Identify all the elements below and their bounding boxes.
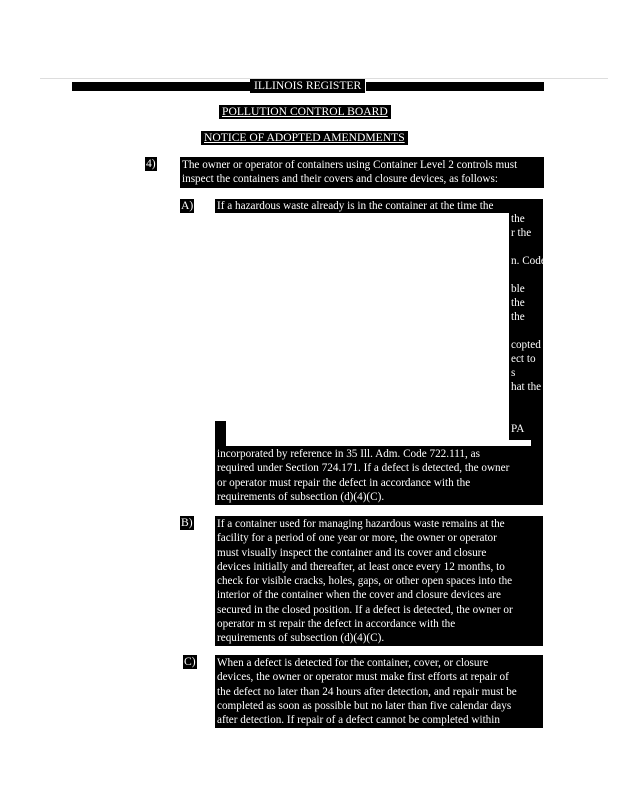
fragment xyxy=(509,226,543,240)
item-c-line: When a defect is detected for the container, cover, or closure xyxy=(217,657,489,669)
fragment-text: the xyxy=(511,297,525,309)
item-b-line: devices initially and thereafter, at least once every 12 months, to xyxy=(217,560,505,573)
scan-noise xyxy=(432,440,434,441)
item-b-line: must visually inspect the container and its cover and closure xyxy=(217,546,487,559)
redaction-area xyxy=(226,213,509,449)
fragment xyxy=(509,296,543,310)
item-c-line: completed as soon as possible but no later than five calendar days xyxy=(217,699,512,712)
fragment-text: PA xyxy=(511,423,525,435)
item-a-line: incorporated by reference in 35 Ill. Adm. Code 722.111, as xyxy=(217,448,480,460)
fragment xyxy=(509,310,543,324)
fragment-text: s xyxy=(511,367,516,379)
item-c-line: devices, the owner or operator must make first efforts at repair of xyxy=(217,671,509,684)
fragment-text: the xyxy=(511,213,525,225)
fragment-text: hat the xyxy=(511,381,542,393)
item-4-text xyxy=(180,157,544,188)
redaction-area xyxy=(215,213,227,421)
item-b-text xyxy=(215,516,543,646)
item-b-line: If a container used for managing hazardous waste remains at the xyxy=(217,518,505,530)
fragment-text: n. Code xyxy=(511,255,546,267)
scan-noise xyxy=(360,440,362,441)
item-c-line: the defect no later than 24 hours after detection, and repair must be xyxy=(217,685,517,698)
scan-noise xyxy=(452,412,454,413)
scan-noise xyxy=(478,411,480,412)
item-b-line: requirements of subsection (d)(4)(C). xyxy=(217,632,385,644)
fragment-text: ect to xyxy=(511,353,536,365)
item-b-line: secured in the closed position. If a defect is detected, the owner or xyxy=(217,603,513,616)
register-title: ILLINOIS REGISTER xyxy=(250,79,365,93)
item-c-text xyxy=(215,655,543,728)
board-title: POLLUTION CONTROL BOARD xyxy=(219,105,391,119)
item-a-line: required under Section 724.171. If a defect is detected, the owner xyxy=(217,462,510,475)
item-a-first-line xyxy=(215,199,515,213)
item-a-tail xyxy=(215,446,543,505)
item-b-line: interior of the container when the cover and closure devices are xyxy=(217,589,501,602)
scan-noise xyxy=(368,412,370,413)
fragment-text: ble xyxy=(511,283,525,295)
item-4-label: 4) xyxy=(146,157,156,170)
fragment xyxy=(509,366,543,380)
header-rule-right xyxy=(366,82,544,91)
fragment xyxy=(509,422,543,436)
item-a-line: If a hazardous waste already is in the container at the time the xyxy=(217,200,494,212)
item-a-label: A) xyxy=(181,199,194,212)
item-c-line: after detection. If repair of a defect cannot be completed within xyxy=(217,714,500,726)
fragment-text: r the xyxy=(511,227,532,239)
item-b-line: facility for a period of one year or more, the owner or operator xyxy=(217,532,497,545)
item-c-label: C) xyxy=(184,655,196,668)
item-a-line: requirements of subsection (d)(4)(C). xyxy=(217,490,385,503)
header-rule-left xyxy=(72,82,250,91)
item-4-line: The owner or operator of containers using Container Level 2 controls must xyxy=(182,159,518,171)
notice-title: NOTICE OF ADOPTED AMENDMENTS xyxy=(201,131,408,145)
fragment xyxy=(509,380,543,394)
scan-noise xyxy=(470,426,472,427)
item-4-line: inspect the containers and their covers and closure devices, as follows: xyxy=(182,173,498,186)
scan-noise xyxy=(246,427,248,428)
item-b-line: operator m st repair the defect in accordance with the xyxy=(217,617,456,630)
fragment xyxy=(509,254,546,268)
fragment xyxy=(509,338,543,352)
fragment-text: the xyxy=(511,311,525,323)
fragment xyxy=(509,282,543,296)
item-b-label: B) xyxy=(181,516,193,529)
fragment xyxy=(509,212,543,226)
item-b-line: check for visible cracks, holes, gaps, or other open spaces into the xyxy=(217,575,513,587)
fragment-text: copted xyxy=(511,339,541,351)
fragment xyxy=(509,352,543,366)
item-a-line: or operator must repair the defect in accordance with the xyxy=(217,476,471,489)
scan-noise xyxy=(412,426,414,427)
scan-noise xyxy=(300,427,302,428)
